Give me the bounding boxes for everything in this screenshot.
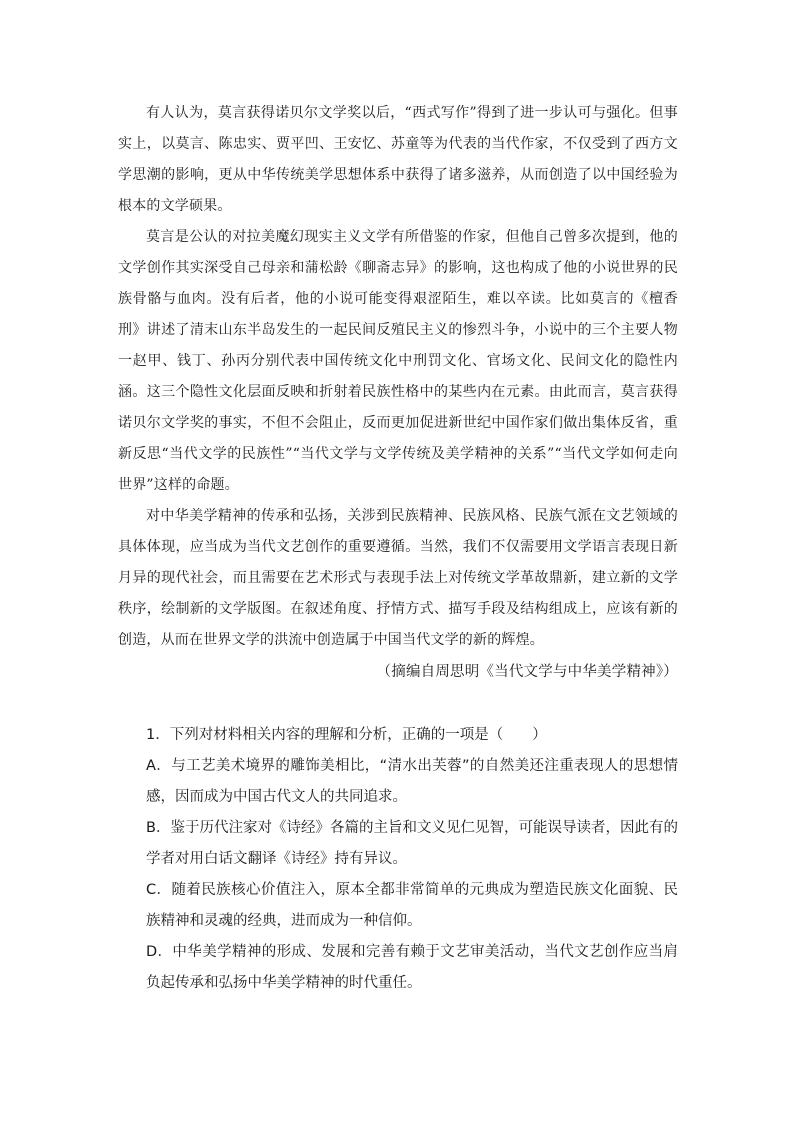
- reading-passage: [118, 98, 678, 688]
- passage-paragraph-2: 莫言是公认的对拉美魔幻现实主义文学有所借鉴的作家，但他自己曾多次提到，他的文学创作其实深受自己母亲和蒲松龄《聊斋志异》的影响，这也构成了他的小说世界的民族骨骼与血肉。没有后者，他的小说可能变得艰涩陌生，难以卒读。比如莫言的《檀香刑》讲述了清末山东半岛发生的一起民间反殖民主义的惨烈斗争，小说中的三个主要人物一赵甲、钱丁、孙丙分别代表中国传统文化中刑罚文化、官场文化、民间文化的隐性内涵。这三个隐性文化层面反映和折射着民族性格中的某些内在元素。由此而言，莫言获得诺贝尔文学奖的事实，不但不会阻止，反而更加促进新世纪中国作家们做出集体反省，重新反思“当代文学的民族性”“当代文学与文学传统及美学精神的关系”“当代文学如何走向世界”这样的命题。: [118, 229, 678, 493]
- question-block: [146, 720, 678, 999]
- option-b: B．鉴于历代注家对《诗经》各篇的主旨和文义见仁见智，可能误导读者，因此有的学者对用白话文翻译《诗经》持有异议。: [146, 820, 678, 867]
- passage-source-citation: （摘编自周思明《当代文学与中华美学精神》）: [376, 664, 678, 680]
- passage-paragraph-1: 有人认为，莫言获得诺贝尔文学奖以后，“西式写作”得到了进一步认可与强化。但事实上，以莫言、陈忠实、贾平凹、王安忆、苏童等为代表的当代作家，不仅受到了西方文学思潮的影响，更从中华传统美学思想体系中获得了诸多滋养，从而创造了以中国经验为根本的文学硕果。: [118, 105, 678, 214]
- option-a: A．与工艺美术境界的雕饰美相比，“清水出芙蓉”的自然美还注重表现人的思想情感，因而成为中国古代文人的共同追求。: [146, 758, 678, 805]
- passage-paragraph-3: 对中华美学精神的传承和弘扬，关涉到民族精神、民族风格、民族气派在文艺领域的具体体现，应当成为当代文艺创作的重要遵循。当然，我们不仅需要用文学语言表现日新月异的现代社会，而且需要在艺术形式与表现手法上对传统文学革故鼎新，建立新的文学秩序，绘制新的文学版图。在叙述角度、抒情方式、描写手段及结构组成上，应该有新的创造，从而在世界文学的洪流中创造属于中国当代文学的新的辉煌。: [118, 508, 678, 648]
- question-stem: 1．下列对材料相关内容的理解和分析，正确的一项是（ ）: [146, 727, 547, 743]
- option-c: C．随着民族核心价值注入，原本全都非常简单的元典成为塑造民族文化面貌、民族精神和灵魂的经典，进而成为一种信仰。: [146, 882, 678, 929]
- option-d: D．中华美学精神的形成、发展和完善有赖于文艺审美活动，当代文艺创作应当肩负起传承和弘扬中华美学精神的时代重任。: [146, 944, 678, 991]
